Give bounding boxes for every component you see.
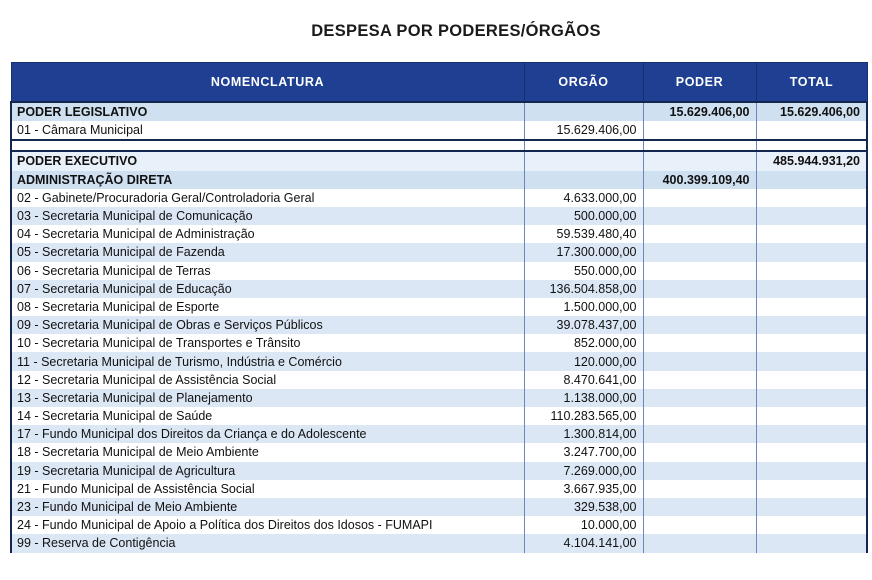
cell-nomenclatura: 04 - Secretaria Municipal de Administração	[11, 225, 524, 243]
column-header-orgao: ORGÃO	[524, 63, 643, 103]
table-row	[11, 316, 867, 334]
cell-nomenclatura: 19 - Secretaria Municipal de Agricultura	[11, 462, 524, 480]
table-body	[11, 102, 867, 553]
budget-table	[10, 62, 868, 553]
cell-nomenclatura: 08 - Secretaria Municipal de Esporte	[11, 298, 524, 316]
cell-total	[756, 425, 867, 443]
table-row	[11, 334, 867, 352]
cell-total	[756, 121, 867, 140]
cell-nomenclatura: 17 - Fundo Municipal dos Direitos da Criança e do Adolescente	[11, 425, 524, 443]
cell-nomenclatura: 05 - Secretaria Municipal de Fazenda	[11, 243, 524, 261]
cell-nomenclatura: 99 - Reserva de Contigência	[11, 534, 524, 552]
cell-poder	[643, 207, 756, 225]
cell-total	[756, 534, 867, 552]
spacer-cell	[643, 140, 756, 151]
cell-poder	[643, 243, 756, 261]
cell-total	[756, 334, 867, 352]
cell-poder	[643, 298, 756, 316]
cell-total	[756, 225, 867, 243]
table-row	[11, 102, 867, 121]
cell-total	[756, 280, 867, 298]
cell-poder	[643, 480, 756, 498]
cell-orgao: 10.000,00	[524, 516, 643, 534]
cell-total	[756, 498, 867, 516]
cell-poder	[643, 121, 756, 140]
left-margin-strip	[0, 0, 10, 580]
cell-orgao: 500.000,00	[524, 207, 643, 225]
cell-total	[756, 443, 867, 461]
cell-poder	[643, 280, 756, 298]
cell-total	[756, 462, 867, 480]
cell-orgao: 3.667.935,00	[524, 480, 643, 498]
cell-poder	[643, 316, 756, 334]
cell-total: 15.629.406,00	[756, 102, 867, 121]
spacer-cell	[11, 140, 524, 151]
table-row	[11, 371, 867, 389]
cell-nomenclatura: 01 - Câmara Municipal	[11, 121, 524, 140]
cell-poder	[643, 262, 756, 280]
column-header-total: TOTAL	[756, 63, 867, 103]
cell-poder	[643, 151, 756, 170]
cell-nomenclatura: 21 - Fundo Municipal de Assistência Social	[11, 480, 524, 498]
cell-poder	[643, 334, 756, 352]
table-row	[11, 189, 867, 207]
cell-total	[756, 207, 867, 225]
table-row	[11, 121, 867, 140]
cell-orgao: 120.000,00	[524, 352, 643, 370]
title-bar	[0, 0, 872, 62]
table-row	[11, 498, 867, 516]
cell-total	[756, 189, 867, 207]
table-row	[11, 207, 867, 225]
cell-total	[756, 389, 867, 407]
column-header-poder: PODER	[643, 63, 756, 103]
cell-orgao: 7.269.000,00	[524, 462, 643, 480]
cell-total	[756, 316, 867, 334]
table-row	[11, 171, 867, 189]
cell-orgao: 8.470.641,00	[524, 371, 643, 389]
cell-orgao: 1.300.814,00	[524, 425, 643, 443]
table-row	[11, 225, 867, 243]
cell-poder	[643, 407, 756, 425]
cell-total	[756, 171, 867, 189]
cell-orgao	[524, 102, 643, 121]
cell-orgao: 59.539.480,40	[524, 225, 643, 243]
cell-total	[756, 243, 867, 261]
table-row	[11, 389, 867, 407]
cell-orgao: 4.633.000,00	[524, 189, 643, 207]
cell-nomenclatura: 11 - Secretaria Municipal de Turismo, Indústria e Comércio	[11, 352, 524, 370]
cell-poder	[643, 516, 756, 534]
cell-poder	[643, 189, 756, 207]
spacer-cell	[756, 140, 867, 151]
cell-poder: 400.399.109,40	[643, 171, 756, 189]
cell-total	[756, 262, 867, 280]
cell-poder: 15.629.406,00	[643, 102, 756, 121]
column-header-nomenclatura: NOMENCLATURA	[11, 63, 524, 103]
cell-nomenclatura: 07 - Secretaria Municipal de Educação	[11, 280, 524, 298]
cell-nomenclatura: PODER LEGISLATIVO	[11, 102, 524, 121]
cell-poder	[643, 443, 756, 461]
cell-poder	[643, 371, 756, 389]
table-row	[11, 516, 867, 534]
cell-poder	[643, 352, 756, 370]
cell-total	[756, 352, 867, 370]
table-row	[11, 243, 867, 261]
cell-nomenclatura: 03 - Secretaria Municipal de Comunicação	[11, 207, 524, 225]
cell-orgao	[524, 151, 643, 170]
cell-total: 485.944.931,20	[756, 151, 867, 170]
cell-orgao: 15.629.406,00	[524, 121, 643, 140]
cell-poder	[643, 389, 756, 407]
table-header	[11, 63, 867, 103]
cell-nomenclatura: PODER EXECUTIVO	[11, 151, 524, 170]
table-row-spacer	[11, 140, 867, 151]
cell-orgao: 17.300.000,00	[524, 243, 643, 261]
cell-orgao: 329.538,00	[524, 498, 643, 516]
cell-total	[756, 371, 867, 389]
cell-nomenclatura: 24 - Fundo Municipal de Apoio a Política dos Direitos dos Idosos - FUMAPI	[11, 516, 524, 534]
table-header-row	[11, 63, 867, 103]
table-row	[11, 352, 867, 370]
cell-nomenclatura: 02 - Gabinete/Procuradoria Geral/Controladoria Geral	[11, 189, 524, 207]
cell-orgao: 4.104.141,00	[524, 534, 643, 552]
cell-poder	[643, 498, 756, 516]
table-row	[11, 280, 867, 298]
cell-nomenclatura: 13 - Secretaria Municipal de Planejamento	[11, 389, 524, 407]
table-row	[11, 480, 867, 498]
cell-orgao: 110.283.565,00	[524, 407, 643, 425]
spacer-cell	[524, 140, 643, 151]
table-row	[11, 407, 867, 425]
cell-nomenclatura: ADMINISTRAÇÃO DIRETA	[11, 171, 524, 189]
cell-total	[756, 516, 867, 534]
cell-nomenclatura: 14 - Secretaria Municipal de Saúde	[11, 407, 524, 425]
cell-total	[756, 407, 867, 425]
cell-orgao: 3.247.700,00	[524, 443, 643, 461]
cell-orgao: 39.078.437,00	[524, 316, 643, 334]
cell-total	[756, 480, 867, 498]
cell-orgao: 550.000,00	[524, 262, 643, 280]
cell-nomenclatura: 06 - Secretaria Municipal de Terras	[11, 262, 524, 280]
cell-nomenclatura: 23 - Fundo Municipal de Meio Ambiente	[11, 498, 524, 516]
cell-nomenclatura: 18 - Secretaria Municipal de Meio Ambiente	[11, 443, 524, 461]
cell-orgao: 852.000,00	[524, 334, 643, 352]
cell-poder	[643, 534, 756, 552]
cell-poder	[643, 462, 756, 480]
cell-orgao: 1.138.000,00	[524, 389, 643, 407]
cell-nomenclatura: 10 - Secretaria Municipal de Transportes e Trânsito	[11, 334, 524, 352]
cell-poder	[643, 225, 756, 243]
cell-orgao	[524, 171, 643, 189]
cell-poder	[643, 425, 756, 443]
table-row	[11, 298, 867, 316]
table-row	[11, 425, 867, 443]
cell-total	[756, 298, 867, 316]
table-row	[11, 462, 867, 480]
cell-orgao: 1.500.000,00	[524, 298, 643, 316]
cell-nomenclatura: 09 - Secretaria Municipal de Obras e Serviços Públicos	[11, 316, 524, 334]
table-row	[11, 151, 867, 170]
cell-nomenclatura: 12 - Secretaria Municipal de Assistência Social	[11, 371, 524, 389]
table-row	[11, 534, 867, 552]
table-row	[11, 443, 867, 461]
cell-orgao: 136.504.858,00	[524, 280, 643, 298]
table-row	[11, 262, 867, 280]
page-title: DESPESA POR PODERES/ÓRGÃOS	[311, 21, 601, 40]
